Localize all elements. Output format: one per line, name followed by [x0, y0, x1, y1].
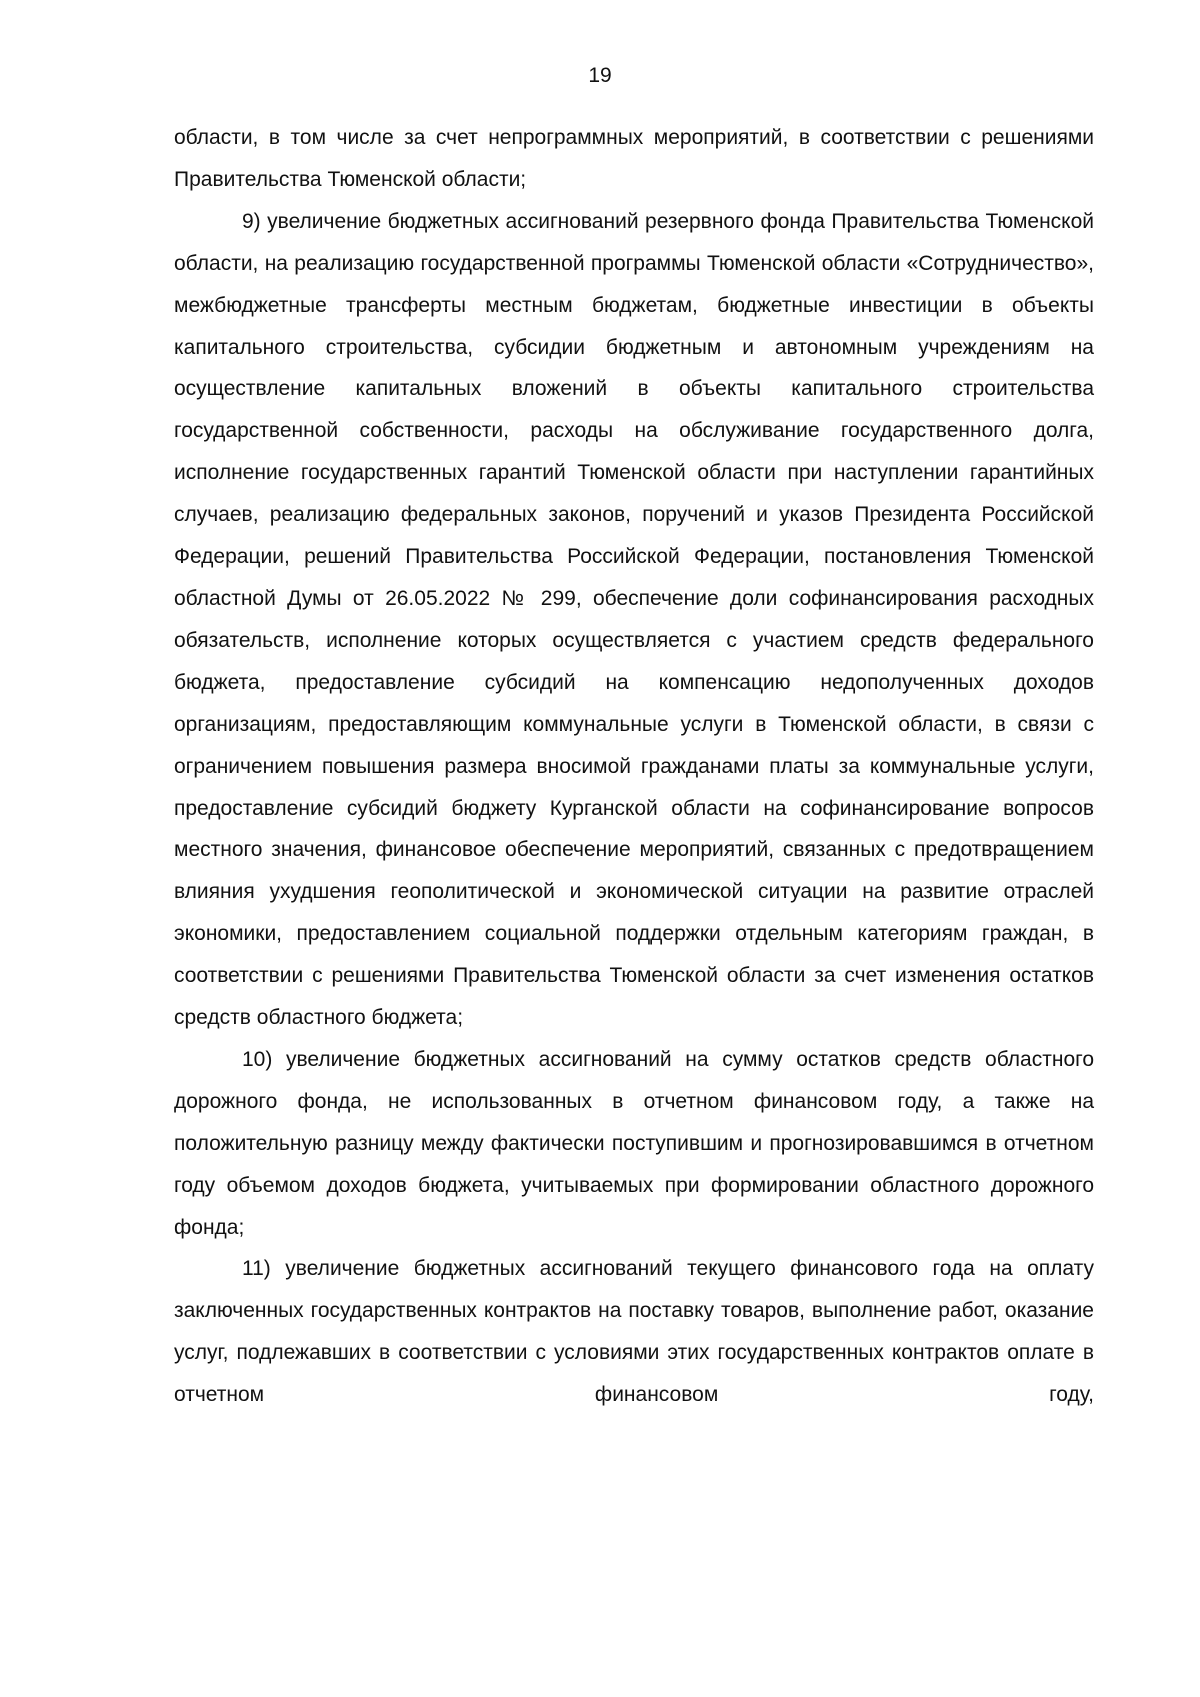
paragraph-item-10: 10) увеличение бюджетных ассигнований на сумму остатков средств областного дорожного фонда, не использованных в отчетном финансовом году, а также на положительную разницу между фактически поступившим и прогнозировавшимся в отчетном году объемом доходов бюджета, учитываемых при формировании областного дорожного фонда;: [174, 1047, 1094, 1239]
paragraph-item-11: 11) увеличение бюджетных ассигнований текущего финансового года на оплату заключенных государственных контрактов на поставку товаров, выполнение работ, оказание услуг, подлежавших в соответствии с условиями этих государственных контрактов оплате в отчетном финансовом году,: [174, 1257, 1094, 1407]
document-body: [174, 117, 1094, 1416]
paragraph-continuation: области, в том числе за счет непрограммных мероприятий, в соответствии с решениями Правительства Тюменской области;: [174, 126, 1094, 191]
page-number: 19: [588, 64, 612, 87]
paragraph-item-9: 9) увеличение бюджетных ассигнований резервного фонда Правительства Тюменской области, на реализацию государственной программы Тюменской области «Сотрудничество», межбюджетные трансферты местным бюджетам, бюджетные инвестиции в объекты капитального строительства, субсидии бюджетным и автономным учреждениям на осуществление капитальных вложений в объекты капитального строительства государственной собственности, расходы на обслуживание государственного долга, исполнение государственных гарантий Тюменской области при наступлении гарантийных случаев, реализацию федеральных законов, поручений и указов Президента Российской Федерации, решений Правительства Российской Федерации, постановления Тюменской областной Думы от 26.05.2022 № 299, обеспечение доли софинансирования расходных обязательств, исполнение которых осуществляется с участием средств федерального бюджета, предоставление субсидий на компенсацию недополученных доходов организациям, предоставляющим коммунальные услуги в Тюменской области, в связи с ограничением повышения размера вносимой гражданами платы за коммунальные услуги, предоставление субсидий бюджету Курганской области на софинансирование вопросов местного значения, финансовое обеспечение мероприятий, связанных с предотвращением влияния ухудшения геополитической и экономической ситуации на развитие отраслей экономики, предоставлением социальной поддержки отдельным категориям граждан, в соответствии с решениями Правительства Тюменской области за счет изменения остатков средств областного бюджета;: [174, 209, 1094, 1030]
